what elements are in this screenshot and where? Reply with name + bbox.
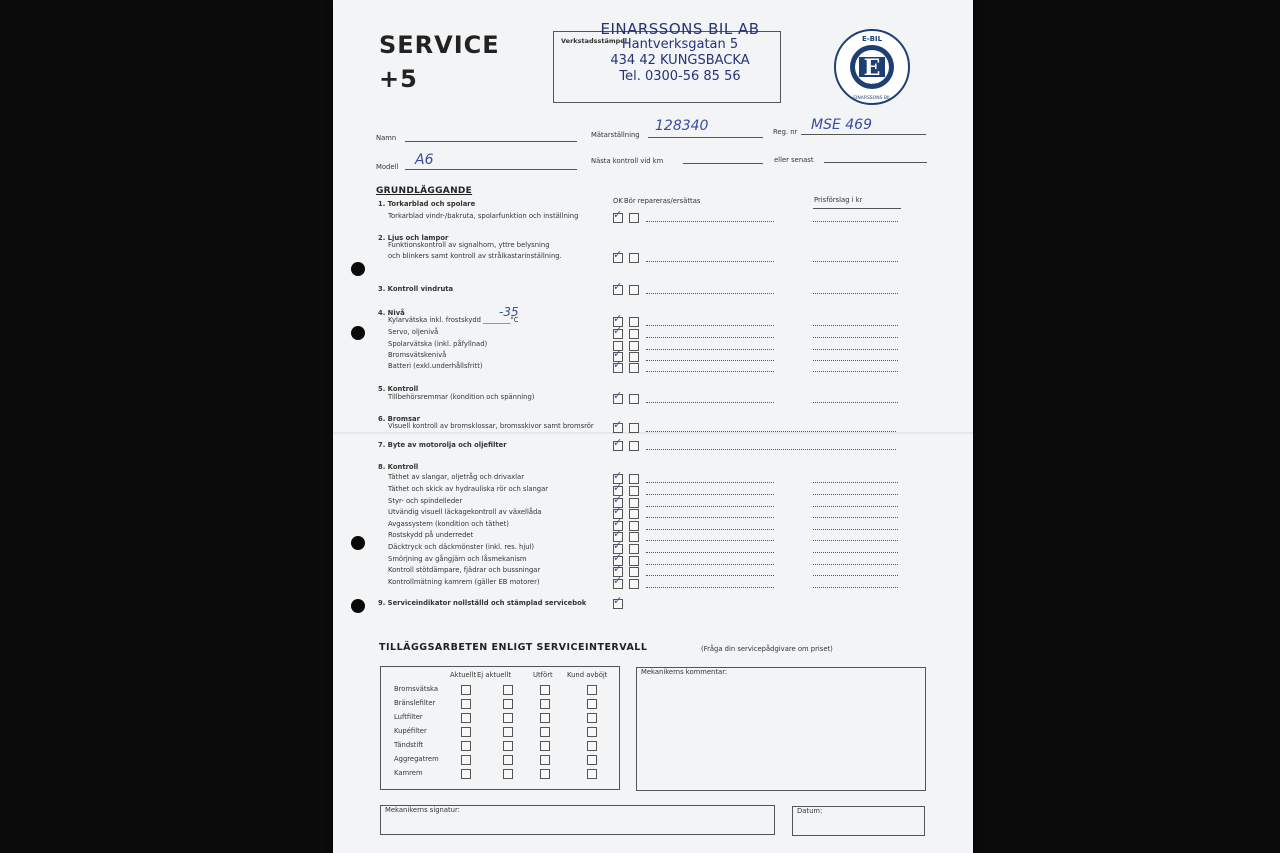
price-line[interactable] bbox=[813, 293, 898, 294]
senast-field[interactable] bbox=[824, 162, 927, 163]
extra-checkbox[interactable] bbox=[540, 755, 550, 765]
ok-checkbox[interactable] bbox=[613, 358, 623, 373]
checklist-item: Kontrollmätning kamrem (gäller EB motorer) bbox=[388, 578, 540, 586]
extra-col-header: Ej aktuellt bbox=[477, 671, 512, 679]
checklist-item: Däcktryck och däckmönster (inkl. res. hjul) bbox=[388, 543, 535, 551]
extra-row-label: Bromsvätska bbox=[394, 685, 439, 693]
matar-value: 128340 bbox=[655, 118, 709, 134]
check-mark-icon: ✓ bbox=[613, 594, 623, 607]
extra-checkbox[interactable] bbox=[461, 685, 471, 695]
section-title: 5. Kontroll bbox=[378, 385, 419, 393]
extra-checkbox[interactable] bbox=[461, 769, 471, 779]
section-title: 8. Kontroll bbox=[378, 463, 419, 471]
remark-line[interactable] bbox=[646, 506, 774, 507]
checklist-item: Kontroll stötdämpare, fjädrar och bussningar bbox=[388, 566, 541, 574]
dealer-logo bbox=[830, 28, 914, 106]
checklist-item: Funktionskontroll av signalhorn, yttre belysning bbox=[388, 241, 550, 249]
check-mark-icon: ✓ bbox=[613, 347, 623, 360]
price-line[interactable] bbox=[813, 587, 898, 588]
repair-checkbox[interactable] bbox=[629, 317, 639, 327]
extra-checkbox[interactable] bbox=[587, 713, 597, 723]
price-line[interactable] bbox=[813, 564, 898, 565]
extra-checkbox[interactable] bbox=[503, 755, 513, 765]
ok-checkbox[interactable] bbox=[613, 418, 623, 433]
extra-checkbox[interactable] bbox=[503, 769, 513, 779]
check-mark-icon: ✓ bbox=[613, 208, 623, 221]
check-mark-icon: ✓ bbox=[613, 504, 623, 517]
repair-checkbox[interactable] bbox=[629, 474, 639, 484]
section-title: 1. Torkarblad och spolare bbox=[378, 200, 476, 208]
checklist-item: Tillbehörsremmar (kondition och spänning) bbox=[388, 393, 535, 401]
repair-checkbox[interactable] bbox=[629, 352, 639, 362]
check-mark-icon: ✓ bbox=[613, 418, 623, 431]
modell-label: Modell bbox=[376, 163, 399, 171]
checklist-item: Smörjning av gångjärn och låsmekanism bbox=[388, 555, 527, 563]
extra-checkbox[interactable] bbox=[461, 713, 471, 723]
price-line[interactable] bbox=[813, 529, 898, 530]
extra-heading: TILLÄGGSARBETEN ENLIGT SERVICEINTERVALL bbox=[379, 642, 648, 653]
extra-checkbox[interactable] bbox=[587, 685, 597, 695]
stamp-company: EINARSSONS BIL AB bbox=[600, 20, 760, 38]
checklist-item: Täthet och skick av hydrauliska rör och slangar bbox=[388, 485, 549, 493]
extra-col-header: Utfört bbox=[533, 671, 553, 679]
ok-checkbox[interactable] bbox=[613, 280, 623, 295]
extra-row-label: Aggregatrem bbox=[394, 755, 439, 763]
repair-checkbox[interactable] bbox=[629, 556, 639, 566]
remark-line[interactable] bbox=[646, 564, 774, 565]
logo-year-text: EST. 1964 bbox=[865, 83, 879, 86]
col-bor-label: Bör repareras/ersättas bbox=[624, 197, 701, 205]
repair-checkbox[interactable] bbox=[629, 544, 639, 554]
modell-value: A6 bbox=[415, 152, 434, 168]
regnr-label: Reg. nr bbox=[773, 128, 798, 136]
extra-checkbox[interactable] bbox=[587, 741, 597, 751]
form-title bbox=[379, 28, 500, 96]
extra-checkbox[interactable] bbox=[503, 727, 513, 737]
stamp-phone: Tel. 0300-56 85 56 bbox=[619, 69, 741, 84]
frost-value: -35 bbox=[499, 305, 519, 319]
remark-line[interactable] bbox=[646, 587, 774, 588]
extra-checkbox[interactable] bbox=[540, 699, 550, 709]
signature-label: Mekanikerns signatur: bbox=[385, 806, 460, 814]
extra-checkbox[interactable] bbox=[587, 755, 597, 765]
remark-line[interactable] bbox=[646, 540, 774, 541]
check-mark-icon: ✓ bbox=[613, 389, 623, 402]
extra-checkbox[interactable] bbox=[587, 699, 597, 709]
remark-line[interactable] bbox=[646, 293, 774, 294]
remark-line[interactable] bbox=[646, 431, 896, 432]
remark-line[interactable] bbox=[646, 449, 896, 450]
stamp-label: Verkstadsstämpel bbox=[561, 37, 627, 45]
checklist-item: Spolarvätska (inkl. påfyllnad) bbox=[388, 340, 488, 348]
checklist-item: Täthet av slangar, oljetråg och drivaxlar bbox=[388, 473, 524, 481]
price-line[interactable] bbox=[813, 402, 898, 403]
check-mark-icon: ✓ bbox=[613, 574, 623, 587]
extra-checkbox[interactable] bbox=[503, 685, 513, 695]
remark-line[interactable] bbox=[646, 482, 774, 483]
repair-checkbox[interactable] bbox=[629, 486, 639, 496]
extra-row-label: Bränslefilter bbox=[394, 699, 436, 707]
checklist-item: Batteri (exkl.underhållsfritt) bbox=[388, 362, 483, 370]
remark-line[interactable] bbox=[646, 261, 774, 262]
matar-label: Mätarställning bbox=[591, 131, 640, 139]
remark-line[interactable] bbox=[646, 325, 774, 326]
check-mark-icon: ✓ bbox=[613, 527, 623, 540]
extra-row-label: Luftfilter bbox=[394, 713, 423, 721]
price-line[interactable] bbox=[813, 360, 898, 361]
checklist-item: och blinkers samt kontroll av strålkastarinställning. bbox=[388, 252, 562, 260]
price-line[interactable] bbox=[813, 325, 898, 326]
check-mark-icon: ✓ bbox=[613, 539, 623, 552]
repair-checkbox[interactable] bbox=[629, 213, 639, 223]
check-mark-icon: ✓ bbox=[613, 280, 623, 293]
checklist-item: Kylarvätska inkl. frostskydd ________°C bbox=[388, 316, 519, 324]
extra-row-label: Kupéfilter bbox=[394, 727, 427, 735]
service-form-paper bbox=[333, 0, 973, 853]
section-title: 9. Serviceindikator nollställd och stämplad servicebok bbox=[378, 599, 587, 607]
price-line[interactable] bbox=[813, 337, 898, 338]
repair-checkbox[interactable] bbox=[629, 285, 639, 295]
regnr-value: MSE 469 bbox=[811, 117, 872, 133]
checklist-item: Bromsvätskenivå bbox=[388, 351, 447, 359]
repair-checkbox[interactable] bbox=[629, 253, 639, 263]
logo-bottom-text: EINARSSONS BIL bbox=[853, 96, 891, 101]
checklist-item: Visuell kontroll av bromsklossar, bromsskivor samt bromsrör bbox=[388, 422, 594, 430]
price-line[interactable] bbox=[813, 371, 898, 372]
extra-checkbox[interactable] bbox=[503, 741, 513, 751]
price-line[interactable] bbox=[813, 482, 898, 483]
remark-line[interactable] bbox=[646, 337, 774, 338]
check-mark-icon: ✓ bbox=[613, 436, 623, 449]
extra-note: (Fråga din serviceрådgivare om priset) bbox=[701, 645, 833, 653]
price-line[interactable] bbox=[813, 349, 898, 350]
price-line[interactable] bbox=[813, 552, 898, 553]
check-mark-icon: ✓ bbox=[613, 248, 623, 261]
checklist-item: Avgassystem (kondition och täthet) bbox=[388, 520, 509, 528]
price-line[interactable] bbox=[813, 261, 898, 262]
checklist-item: Styr- och spindelleder bbox=[388, 497, 463, 505]
modell-field[interactable] bbox=[405, 169, 577, 170]
repair-checkbox[interactable] bbox=[629, 363, 639, 373]
regnr-field[interactable] bbox=[801, 134, 926, 135]
section-title: 7. Byte av motorolja och oljefilter bbox=[378, 441, 507, 449]
ok-checkbox[interactable] bbox=[613, 389, 623, 404]
repair-checkbox[interactable] bbox=[629, 423, 639, 433]
extra-checkbox[interactable] bbox=[503, 713, 513, 723]
ok-checkbox[interactable] bbox=[613, 436, 623, 451]
extra-checkbox[interactable] bbox=[540, 685, 550, 695]
section-title: 4. Nivå bbox=[378, 309, 405, 317]
price-line[interactable] bbox=[813, 494, 898, 495]
remark-line[interactable] bbox=[646, 402, 774, 403]
price-line[interactable] bbox=[813, 517, 898, 518]
section-title: 6. Bromsar bbox=[378, 415, 420, 423]
check-mark-icon: ✓ bbox=[613, 469, 623, 482]
price-line[interactable] bbox=[813, 540, 898, 541]
repair-checkbox[interactable] bbox=[629, 532, 639, 542]
namn-label: Namn bbox=[376, 134, 397, 142]
repair-checkbox[interactable] bbox=[629, 567, 639, 577]
remark-line[interactable] bbox=[646, 221, 774, 222]
check-mark-icon: ✓ bbox=[613, 312, 623, 325]
extra-row-label: Tändstift bbox=[394, 741, 424, 749]
remark-line[interactable] bbox=[646, 494, 774, 495]
check-mark-icon: ✓ bbox=[613, 324, 623, 337]
binder-hole bbox=[351, 536, 365, 550]
remark-line[interactable] bbox=[646, 360, 774, 361]
checklist-item: Servo, oljenivå bbox=[388, 328, 439, 336]
checklist-item: Utvändig visuell läckagekontroll av växellåda bbox=[388, 508, 542, 516]
remark-line[interactable] bbox=[646, 529, 774, 530]
check-mark-icon: ✓ bbox=[613, 551, 623, 564]
ok-checkbox[interactable] bbox=[613, 208, 623, 223]
extra-checkbox[interactable] bbox=[587, 769, 597, 779]
extra-checkbox[interactable] bbox=[461, 741, 471, 751]
title-line-1: SERVICE bbox=[379, 31, 500, 59]
logo-letter: E bbox=[863, 55, 881, 81]
pris-header-line bbox=[813, 208, 901, 209]
extra-checkbox[interactable] bbox=[503, 699, 513, 709]
grundlaggande-heading: GRUNDLÄGGANDE bbox=[376, 186, 473, 196]
binder-hole bbox=[351, 326, 365, 340]
extra-col-header: Kund avböjt bbox=[567, 671, 608, 679]
extra-checkbox[interactable] bbox=[540, 741, 550, 751]
extra-checkbox[interactable] bbox=[587, 727, 597, 737]
stamp-street: Hantverksgatan 5 bbox=[621, 37, 739, 52]
logo-top-text: E-BIL bbox=[861, 35, 883, 43]
ok-checkbox[interactable] bbox=[613, 248, 623, 263]
remark-line[interactable] bbox=[646, 575, 774, 576]
price-line[interactable] bbox=[813, 575, 898, 576]
binder-hole bbox=[351, 599, 365, 613]
remark-line[interactable] bbox=[646, 371, 774, 372]
check-mark-icon: ✓ bbox=[613, 481, 623, 494]
stamp-city: 434 42 KUNGSBACKA bbox=[610, 53, 750, 68]
ok-checkbox[interactable] bbox=[613, 324, 623, 339]
nasta-field[interactable] bbox=[683, 163, 763, 164]
extra-checkbox[interactable] bbox=[461, 699, 471, 709]
checklist-item: Rostskydd på underredet bbox=[388, 531, 474, 539]
check-mark-icon: ✓ bbox=[613, 516, 623, 529]
repair-checkbox[interactable] bbox=[629, 579, 639, 589]
ok-checkbox[interactable] bbox=[613, 574, 623, 589]
senast-label: eller senast bbox=[774, 156, 814, 164]
col-pris-label: Prisförslag i kr bbox=[814, 196, 863, 204]
price-line[interactable] bbox=[813, 221, 898, 222]
nasta-label: Nästa kontroll vid km bbox=[591, 157, 664, 165]
extra-checkbox[interactable] bbox=[540, 713, 550, 723]
extra-row-label: Kamrem bbox=[394, 769, 423, 777]
section-title: 3. Kontroll vindruta bbox=[378, 285, 454, 293]
comment-box[interactable] bbox=[636, 667, 926, 791]
comment-label: Mekanikerns kommentar: bbox=[641, 668, 728, 676]
dealer-stamp bbox=[585, 21, 775, 85]
extra-checkbox[interactable] bbox=[461, 755, 471, 765]
binder-hole bbox=[351, 262, 365, 276]
repair-checkbox[interactable] bbox=[629, 341, 639, 351]
extra-checkbox[interactable] bbox=[540, 727, 550, 737]
date-label: Datum: bbox=[797, 807, 823, 815]
price-line[interactable] bbox=[813, 506, 898, 507]
check-mark-icon: ✓ bbox=[613, 562, 623, 575]
remark-line[interactable] bbox=[646, 552, 774, 553]
check-mark-icon: ✓ bbox=[613, 493, 623, 506]
fold-crease bbox=[333, 432, 973, 434]
col-ok-label: OK bbox=[613, 197, 623, 205]
section-title: 2. Ljus och lampor bbox=[378, 234, 449, 242]
repair-checkbox[interactable] bbox=[629, 521, 639, 531]
repair-checkbox[interactable] bbox=[629, 498, 639, 508]
extra-checkbox[interactable] bbox=[461, 727, 471, 737]
extra-checkbox[interactable] bbox=[540, 769, 550, 779]
remark-line[interactable] bbox=[646, 517, 774, 518]
checklist-item: Torkarblad vindr-/bakruta, spolarfunktion och inställning bbox=[388, 212, 579, 220]
namn-field[interactable] bbox=[405, 141, 577, 142]
title-line-2: +5 bbox=[379, 65, 418, 93]
repair-checkbox[interactable] bbox=[629, 329, 639, 339]
repair-checkbox[interactable] bbox=[629, 394, 639, 404]
remark-line[interactable] bbox=[646, 349, 774, 350]
ok-checkbox[interactable] bbox=[613, 594, 623, 609]
extra-col-header: Aktuellt bbox=[450, 671, 477, 679]
check-mark-icon: ✓ bbox=[613, 358, 623, 371]
repair-checkbox[interactable] bbox=[629, 441, 639, 451]
repair-checkbox[interactable] bbox=[629, 509, 639, 519]
matar-field[interactable] bbox=[648, 137, 763, 138]
